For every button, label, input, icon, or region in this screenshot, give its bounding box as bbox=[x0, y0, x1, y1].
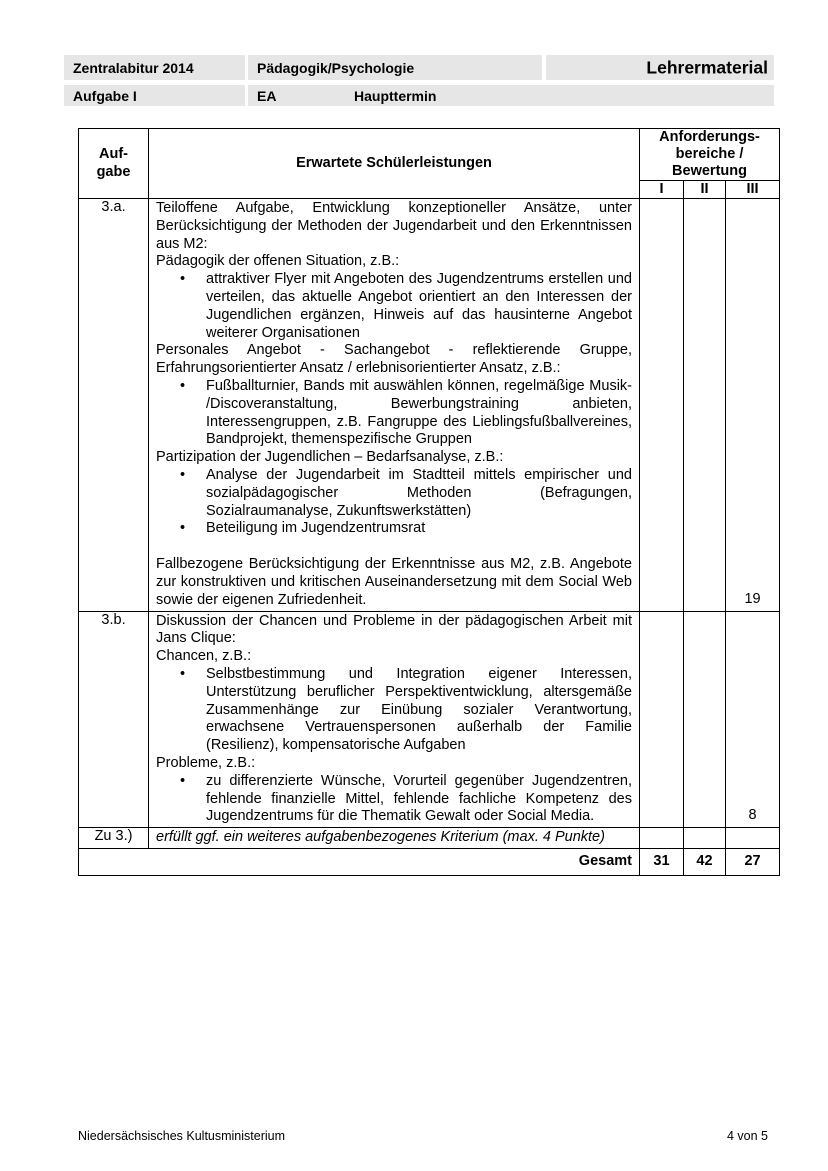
exam-title: Zentralabitur 2014 bbox=[73, 59, 194, 76]
points-I bbox=[640, 611, 684, 828]
points-III: 8 bbox=[726, 611, 780, 828]
section-title: Probleme, z.B.: bbox=[156, 754, 256, 771]
footer-ministry: Niedersächsisches Kultusministerium bbox=[78, 1129, 286, 1143]
bullet-list bbox=[156, 666, 632, 755]
col-header-II: II bbox=[684, 181, 726, 199]
header-cell-subject bbox=[248, 55, 542, 80]
list-item: • attraktiver Flyer mit Angeboten des Jugendzentrums erstellen und verteilen, das aktuelle Angebot orientiert an den Interessen der Jugendlichen ergänzen, Hinweis auf das hausinterne Angebot weiterer Organisationen bbox=[206, 271, 632, 342]
row-intro: Teiloffene Aufgabe, Entwicklung konzeptioneller Ansätze, unter Berücksichtigung der Methoden der Jugendarbeit und den Erkenntnissen aus M2: bbox=[156, 200, 632, 252]
bullet-list bbox=[156, 271, 632, 342]
list-item: • Beteiligung im Jugendzentrumsrat bbox=[206, 520, 632, 538]
header-cell-exam bbox=[64, 55, 245, 80]
expected-cell bbox=[149, 611, 640, 828]
expected-cell bbox=[149, 199, 640, 612]
subject: Pädagogik/Psychologie bbox=[257, 59, 415, 76]
section-title: Personales Angebot - Sachangebot - reflektierende Gruppe, Erfahrungsorientierter Ansatz / erlebnisorientierter Ansatz, z.B.: bbox=[156, 342, 632, 377]
material-label: Lehrermaterial bbox=[646, 57, 768, 77]
course-label: EA bbox=[257, 87, 277, 104]
points-II bbox=[684, 828, 726, 849]
points-II bbox=[684, 199, 726, 612]
grading-table bbox=[78, 128, 780, 876]
footer-page-number: 4 von 5 bbox=[726, 1129, 768, 1143]
header-cell-course bbox=[248, 85, 774, 106]
section-title: Chancen, z.B.: bbox=[156, 648, 252, 665]
table-row bbox=[79, 199, 780, 612]
task-cell: 3.b. bbox=[79, 611, 149, 828]
task-cell: 3.a. bbox=[79, 199, 149, 612]
col-header-task: Auf- gabe bbox=[79, 129, 149, 199]
table-header-row bbox=[79, 129, 780, 181]
table-row bbox=[79, 611, 780, 828]
row-closing: Fallbezogene Berücksichtigung der Erkenntnisse aus M2, z.B. Angebote zur konstruktiven und kritischen Auseinandersetzung mit dem Social Web sowie der eigenen Zufriedenheit. bbox=[156, 556, 632, 608]
list-item: • zu differenzierte Wünsche, Vorurteil gegenüber Jugendzentren, fehlende finanzielle Mittel, fehlende fachliche Kompetenz des Jugendzentrums für die Thematik Gewalt oder Social Media. bbox=[206, 773, 632, 826]
date-label: Haupttermin bbox=[354, 87, 437, 104]
spacer bbox=[156, 538, 632, 556]
task-cell: Zu 3.) bbox=[79, 828, 149, 849]
header-cell-material bbox=[546, 55, 774, 80]
points-III bbox=[726, 828, 780, 849]
row-intro: Diskussion der Chancen und Probleme in der pädagogischen Arbeit mit Jans Clique: bbox=[156, 612, 632, 647]
list-item: • Fußballturnier, Bands mit auswählen können, regelmäßige Musik- /Discoveranstaltung, Bewerbungstraining anbieten, Interessengruppen, z.B. Fangruppe des Lieblingsfußballvereines, Bandprojekt, themenspezifische Gruppen bbox=[206, 378, 632, 449]
header-cell-task bbox=[64, 85, 245, 106]
bullet-list bbox=[156, 378, 632, 449]
bullet-list bbox=[156, 773, 632, 826]
points-III: 19 bbox=[726, 199, 780, 612]
col-header-expected: Erwartete Schülerleistungen bbox=[149, 129, 640, 199]
col-header-III: III bbox=[726, 181, 780, 199]
col-header-I: I bbox=[640, 181, 684, 199]
points-I bbox=[640, 199, 684, 612]
bullet-list bbox=[156, 467, 632, 538]
total-row bbox=[79, 848, 780, 875]
points-I bbox=[640, 828, 684, 849]
section-title: Partizipation der Jugendlichen – Bedarfsanalyse, z.B.: bbox=[156, 449, 504, 466]
table-row bbox=[79, 828, 780, 849]
total-label: Gesamt bbox=[79, 848, 640, 875]
total-I: 31 bbox=[640, 848, 684, 875]
extra-criterion-cell: erfüllt ggf. ein weiteres aufgabenbezogenes Kriterium (max. 4 Punkte) bbox=[149, 828, 640, 849]
col-header-requirements: Anforderungs- bereiche / Bewertung bbox=[640, 129, 780, 181]
list-item: • Selbstbestimmung und Integration eigener Interessen, Unterstützung beruflicher Perspektiventwicklung, altersgemäße Zusammenhänge zur Einübung sozialer Verantwortung, erwachsene Vertrauenspersonen außerhalb der Familie (Resilienz), kompensatorische Aufgaben bbox=[206, 666, 632, 755]
total-II: 42 bbox=[684, 848, 726, 875]
points-II bbox=[684, 611, 726, 828]
task-label: Aufgabe I bbox=[73, 87, 137, 104]
list-item: • Analyse der Jugendarbeit im Stadtteil mittels empirischer und sozialpädagogischer Methoden (Befragungen, Sozialraumanalyse, Zukunftswerkstätten) bbox=[206, 467, 632, 520]
section-title: Pädagogik der offenen Situation, z.B.: bbox=[156, 253, 400, 270]
total-III: 27 bbox=[726, 848, 780, 875]
